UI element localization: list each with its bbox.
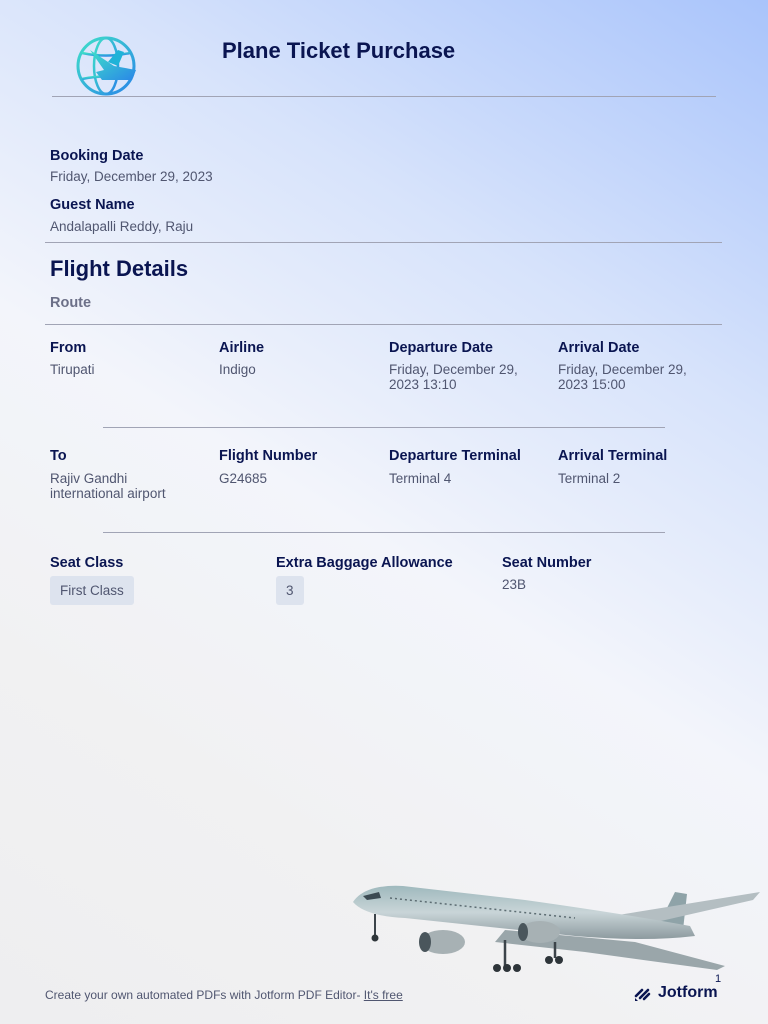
guest-name-value: Andalapalli Reddy, Raju bbox=[50, 219, 194, 234]
brand-name: Jotform bbox=[658, 984, 718, 1001]
from-value: Tirupati bbox=[50, 362, 95, 377]
jotform-logo-icon bbox=[634, 984, 652, 1002]
arrival-terminal-value: Terminal 2 bbox=[558, 471, 621, 486]
departure-terminal-label: Departure Terminal bbox=[389, 448, 521, 464]
footer-text: Create your own automated PDFs with Jotform PDF Editor- bbox=[45, 988, 364, 1002]
page-title: Plane Ticket Purchase bbox=[222, 38, 456, 63]
flight-details-heading: Flight Details bbox=[50, 256, 189, 281]
arrival-date-label: Arrival Date bbox=[558, 340, 640, 356]
departure-date-line-2: 2023 13:10 bbox=[389, 377, 457, 392]
header-divider bbox=[52, 96, 716, 97]
airline-value: Indigo bbox=[219, 362, 256, 377]
to-value-line-2: international airport bbox=[50, 486, 166, 501]
seat-class-chip: First Class bbox=[50, 576, 134, 605]
to-value bbox=[50, 471, 166, 501]
route-divider bbox=[45, 324, 722, 325]
row2-divider bbox=[103, 532, 665, 533]
footer-note bbox=[45, 988, 403, 1002]
seat-class-label: Seat Class bbox=[50, 555, 124, 571]
departure-date-line-1: Friday, December 29, bbox=[389, 362, 518, 377]
row1-divider bbox=[103, 427, 665, 428]
arrival-date-line-1: Friday, December 29, bbox=[558, 362, 687, 377]
departure-date-value bbox=[389, 362, 518, 392]
to-value-line-1: Rajiv Gandhi bbox=[50, 471, 128, 486]
airplane-image bbox=[345, 870, 765, 980]
to-label: To bbox=[50, 448, 67, 464]
flight-number-value: G24685 bbox=[219, 471, 268, 486]
route-subheading: Route bbox=[50, 295, 92, 311]
seat-number-value: 23B bbox=[502, 577, 527, 592]
booking-date-value: Friday, December 29, 2023 bbox=[50, 169, 213, 184]
its-free-link[interactable]: It's free bbox=[363, 988, 403, 1002]
booking-divider bbox=[45, 242, 722, 243]
departure-date-label: Departure Date bbox=[389, 340, 493, 356]
arrival-terminal-label: Arrival Terminal bbox=[558, 448, 668, 464]
from-label: From bbox=[50, 340, 87, 356]
arrival-date-value bbox=[558, 362, 687, 392]
jotform-brand[interactable] bbox=[634, 984, 718, 1002]
departure-terminal-value: Terminal 4 bbox=[389, 471, 452, 486]
flight-number-label: Flight Number bbox=[219, 448, 318, 464]
seat-number-label: Seat Number bbox=[502, 555, 592, 571]
arrival-date-line-2: 2023 15:00 bbox=[558, 377, 626, 392]
extra-baggage-chip: 3 bbox=[276, 576, 304, 605]
globe-plane-icon bbox=[74, 36, 138, 98]
airline-label: Airline bbox=[219, 340, 265, 356]
extra-baggage-label: Extra Baggage Allowance bbox=[276, 555, 453, 571]
guest-name-label: Guest Name bbox=[50, 197, 135, 213]
booking-date-label: Booking Date bbox=[50, 148, 144, 164]
page-number: 1 bbox=[715, 973, 722, 985]
